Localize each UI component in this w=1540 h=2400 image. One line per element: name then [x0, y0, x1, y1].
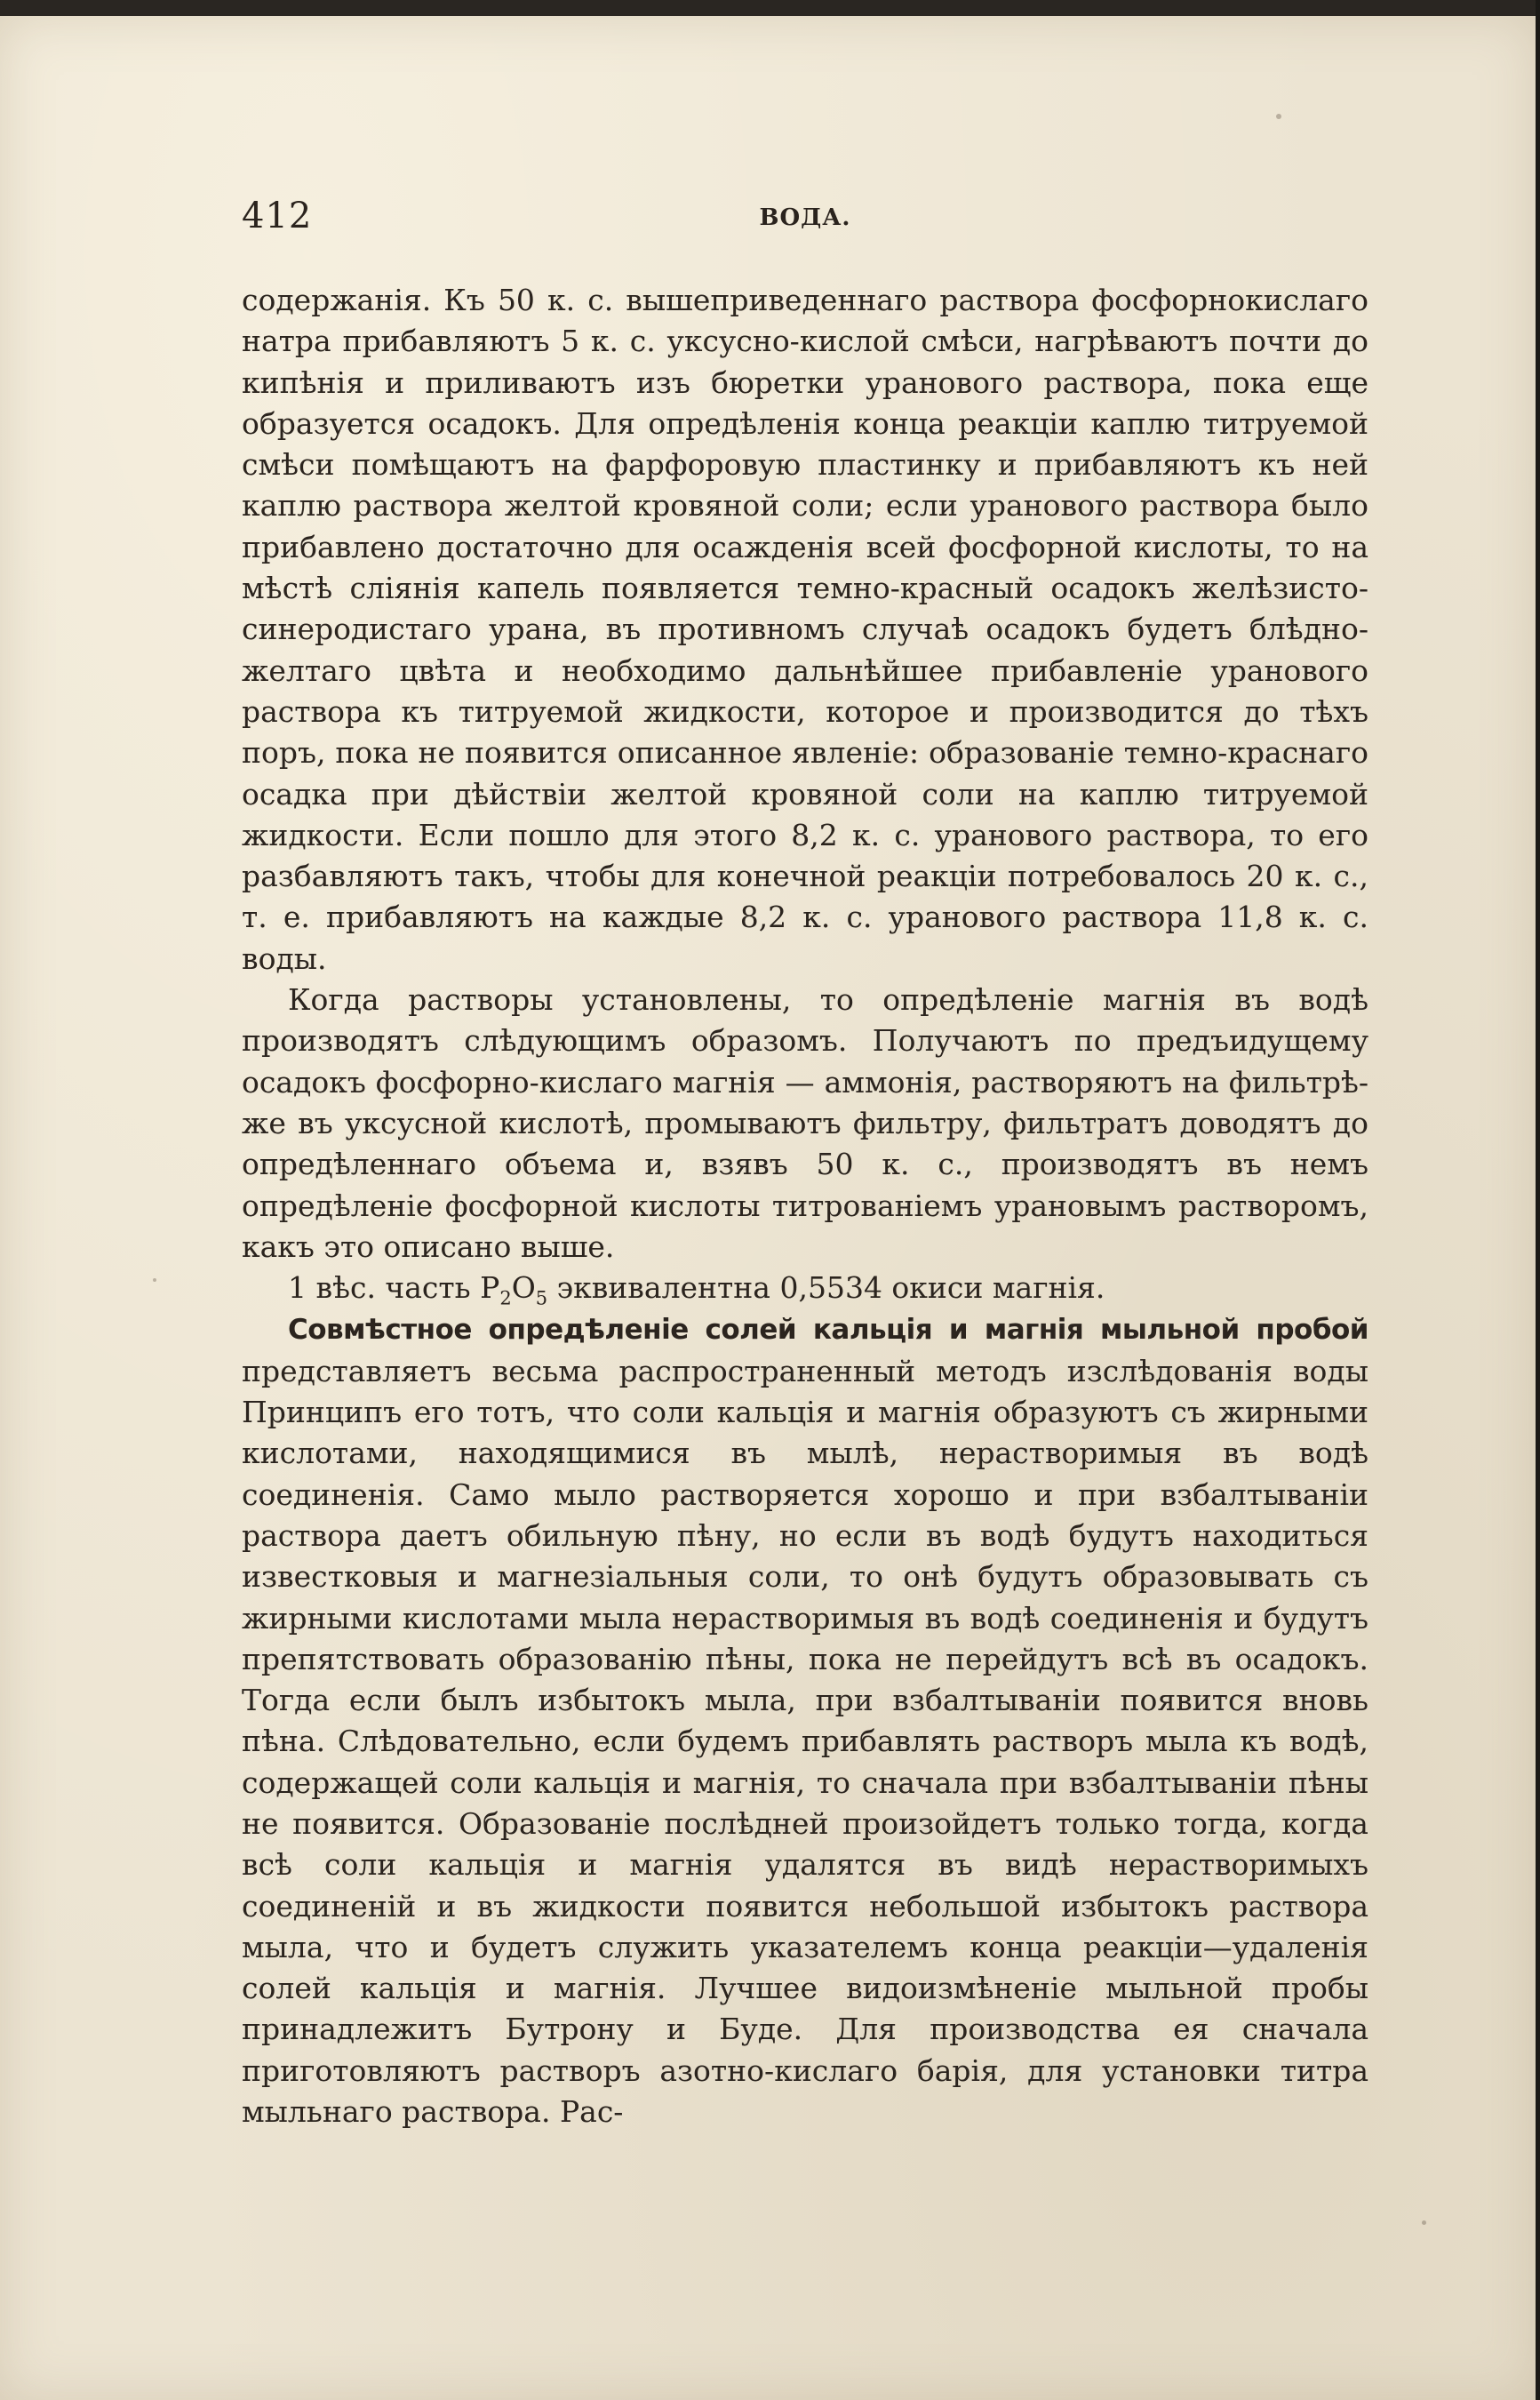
paper-speck: [1276, 114, 1281, 119]
section-lead: Совмѣстное опредѣленіе солей кальція и магнія мыльной пробой: [288, 1314, 1368, 1347]
body-text: [242, 280, 1368, 2132]
formula-subscript-2: 2: [499, 1287, 512, 1309]
book-page: [0, 16, 1536, 2400]
paragraph-4: [242, 1308, 1368, 2132]
page-edge-shadow: [1536, 0, 1540, 2400]
paragraph-2: Когда растворы установлены, то опредѣленіе магнія въ водѣ производятъ слѣдующимъ образомъ. Получаютъ по предъидущему осадокъ фосфорно-кислаго магнія — аммонія, растворяютъ на фильтрѣ-же въ уксусной кислотѣ, промываютъ фильтру, фильтратъ доводятъ до опредѣленнаго объема и, взявъ 50 к. с., производятъ въ немъ опредѣленіе фосфорной кислоты титрованіемъ урановымъ растворомъ, какъ это описано выше.: [242, 982, 1368, 1264]
page-number: 412: [242, 196, 313, 236]
formula-text-after: эквивалентна 0,5534 окиси магнія.: [547, 1270, 1105, 1306]
paper-speck: [1422, 2220, 1426, 2225]
paper-speck: [153, 1278, 156, 1282]
formula-subscript-5: 5: [535, 1287, 548, 1309]
paragraph-1: содержанія. Къ 50 к. с. вышеприведеннаго раствора фосфорнокислаго натра прибавляютъ 5 к. с. уксусно-кислой смѣси, нагрѣваютъ почти до кипѣнія и приливаютъ изъ бюретки уранового раствора, пока еще образуется осадокъ. Для опредѣленія конца реакціи каплю титруемой смѣси помѣщаютъ на фарфоровую пластинку и прибавляютъ къ ней каплю раствора желтой кровяной соли; если уранового раствора было прибавлено достаточно для осажденія всей фосфорной кислоты, то на мѣстѣ сліянія капель появляется темно-красный осадокъ желѣзисто-синеродистаго урана, въ противномъ случаѣ осадокъ будетъ блѣдно-желтаго цвѣта и необходимо дальнѣйшее прибавленіе уранового раствора къ титруемой жидкости, которое и производится до тѣхъ поръ, пока не появится описанное явленіе: образованіе темно-краснаго осадка при дѣйствіи желтой кровяной соли на каплю титруемой жидкости. Если пошло для этого 8,2 к. с. уранового раствора, то его разбавляютъ такъ, чтобы для конечной реакціи потребовалось 20 к. с., т. е. прибавляютъ на каждые 8,2 к. с. уранового раствора 11,8 к. с. воды.: [242, 283, 1368, 976]
formula-text-before: 1 вѣс. часть P: [288, 1270, 500, 1306]
page-header: [242, 196, 1368, 249]
formula-text-mid: O: [511, 1270, 536, 1306]
running-head: ВОДА.: [759, 204, 851, 231]
paragraph-4-text: представляетъ весьма распространенный методъ изслѣдованія воды Принципъ его тотъ, что соли кальція и магнія образуютъ съ жирными кислотами, находящимися въ мылѣ, нерастворимыя въ водѣ соединенія. Само мыло растворяется хорошо и при взбалтываніи раствора даетъ обильную пѣну, но если въ водѣ будутъ находиться известковыя и магнезіальныя соли, то онѣ будутъ образовывать съ жирными кислотами мыла нерастворимыя въ водѣ соединенія и будутъ препятствовать образованію пѣны, пока не перейдутъ всѣ въ осадокъ. Тогда если былъ избытокъ мыла, при взбалтываніи появится вновь пѣна. Слѣдовательно, если будемъ прибавлять растворъ мыла къ водѣ, содержащей соли кальція и магнія, то сначала при взбалтываніи пѣны не появится. Образованіе послѣдней произойдетъ только тогда, когда всѣ соли кальція и магнія удалятся въ видѣ нерастворимыхъ соединеній и въ жидкости появится небольшой избытокъ раствора мыла, что и будетъ служить указателемъ конца реакціи—удаленія солей кальція и магнія. Лучшее видоизмѣненіе мыльной пробы принадлежитъ Бутрону и Буде. Для производства ея сначала приготовляютъ растворъ азотно-кислаго барія, для установки титра мыльнаго раствора. Рас-: [242, 1353, 1368, 2130]
paragraph-3: [242, 1268, 1368, 1308]
